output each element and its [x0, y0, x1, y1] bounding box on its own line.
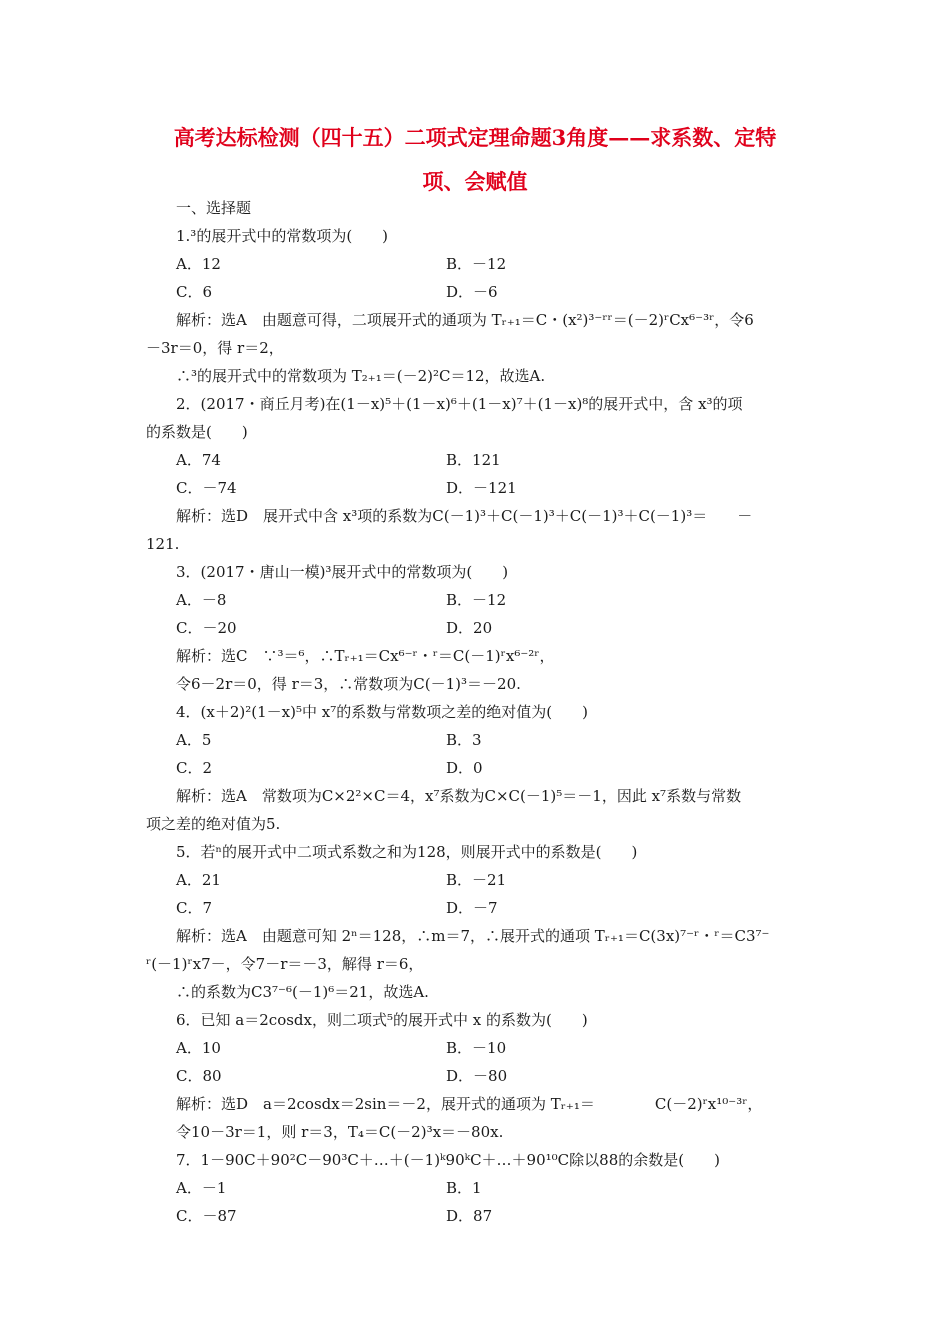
text-line: 3．(2017・唐山一模)³展开式中的常数项为( ): [176, 563, 509, 581]
title-line-1: 高考达标检测（四十五）二项式定理命题3角度——求系数、定特: [173, 125, 777, 150]
text-line: C．－20: [176, 619, 237, 637]
answer-option: B．－12: [446, 591, 507, 609]
page-title: [120, 116, 830, 204]
text-line: C．－87: [176, 1207, 237, 1225]
text-line: 解析：选A 由题意可得，二项展开式的通项为 Tᵣ₊₁＝C・(x²)³⁻ʳʳ＝(－2)ʳCx⁶⁻³ʳ，令6: [176, 311, 754, 329]
text-line: 项之差的绝对值为5.: [146, 815, 281, 833]
text-line: 一、选择题: [176, 199, 252, 217]
text-line: －3r＝0，得 r＝2，: [146, 339, 284, 357]
text-line: C．－74: [176, 479, 237, 497]
text-line: 4．(x＋2)²(1－x)⁵中 x⁷的系数与常数项之差的绝对值为( ): [176, 703, 588, 721]
text-line: A．12: [176, 255, 221, 273]
answer-option: D．－121: [446, 479, 517, 497]
answer-option: D．－80: [446, 1067, 508, 1085]
answer-option: D．－6: [446, 283, 498, 301]
text-line: ʳ(－1)ʳx7－，令7－r＝－3，解得 r＝6，: [146, 955, 424, 973]
text-line: 121.: [146, 535, 180, 553]
text-line: 令6－2r＝0，得 r＝3，∴常数项为C(－1)³＝－20.: [176, 675, 521, 693]
answer-option: B．1: [446, 1179, 482, 1197]
text-line: 解析：选A 由题意可知 2ⁿ＝128，∴m＝7，∴展开式的通项 Tᵣ₊₁＝C(3x)⁷⁻ʳ・ʳ＝C3⁷⁻: [176, 927, 770, 945]
text-line: C．80: [176, 1067, 222, 1085]
text-line: A．－8: [176, 591, 227, 609]
text-line: 7．1－90C＋90²C－90³C＋…＋(－1)ᵏ90ᵏC＋…＋90¹⁰C除以88的余数是( ): [176, 1151, 720, 1169]
answer-option: B．－10: [446, 1039, 507, 1057]
text-line: A．74: [176, 451, 221, 469]
text-line: 6．已知 a＝2cosdx，则二项式⁵的展开式中 x 的系数为( ): [176, 1011, 588, 1029]
text-line: 的系数是( ): [146, 423, 248, 441]
text-line: C．6: [176, 283, 213, 301]
answer-option: B．－12: [446, 255, 507, 273]
text-line: C．7: [176, 899, 213, 917]
answer-option: D．20: [446, 619, 493, 637]
text-line: A．5: [176, 731, 212, 749]
text-line: 5．若ⁿ的展开式中二项式系数之和为128，则展开式中的系数是( ): [176, 843, 638, 861]
text-line: 解析：选D 展开式中含 x³项的系数为C(－1)³＋C(－1)³＋C(－1)³＋C(－1)³＝ －: [176, 507, 753, 525]
text-line: ∴的系数为C3⁷⁻⁶(－1)⁶＝21，故选A.: [176, 983, 429, 1001]
text-line: 解析：选D a＝2cosdx＝2sin＝－2，展开式的通项为 Tᵣ₊₁＝ C(－2)ʳx¹⁰⁻³ʳ，: [176, 1095, 763, 1113]
text-line: A．－1: [176, 1179, 227, 1197]
answer-option: D．87: [446, 1207, 493, 1225]
title-line-2: 项、会赋值: [422, 169, 528, 194]
text-line: 解析：选C ∵³＝⁶，∴Tᵣ₊₁＝Cx⁶⁻ʳ・ʳ＝C(－1)ʳx⁶⁻²ʳ，: [176, 647, 555, 665]
answer-option: D．0: [446, 759, 483, 777]
text-line: 解析：选A 常数项为C×2²×C＝4，x⁷系数为C×C(－1)⁵＝－1，因此 x⁷系数与常数: [176, 787, 742, 805]
text-line: A．10: [176, 1039, 221, 1057]
text-line: C．2: [176, 759, 213, 777]
text-line: A．21: [176, 871, 221, 889]
text-line: 1.³的展开式中的常数项为( ): [176, 227, 389, 245]
text-line: 令10－3r＝1，则 r＝3，T₄＝C(－2)³x＝－80x.: [176, 1123, 504, 1141]
answer-option: B．121: [446, 451, 501, 469]
answer-option: B．－21: [446, 871, 507, 889]
text-line: ∴³的展开式中的常数项为 T₂₊₁＝(－2)²C＝12，故选A.: [176, 367, 546, 385]
text-line: 2．(2017・商丘月考)在(1－x)⁵＋(1－x)⁶＋(1－x)⁷＋(1－x)⁸的展开式中，含 x³的项: [176, 395, 743, 413]
answer-option: B．3: [446, 731, 482, 749]
answer-option: D．－7: [446, 899, 498, 917]
